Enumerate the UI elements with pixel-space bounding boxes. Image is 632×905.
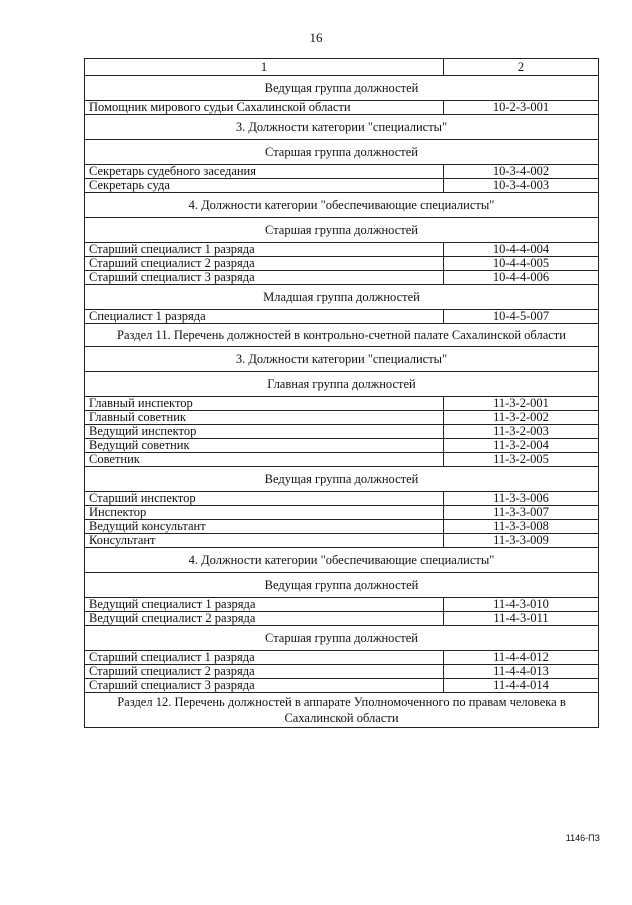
table-row xyxy=(85,534,599,548)
position-name: Старший специалист 3 разряда xyxy=(85,679,444,693)
table-row xyxy=(85,310,599,324)
position-name: Старший специалист 1 разряда xyxy=(85,243,444,257)
positions-table xyxy=(84,58,599,728)
table-row xyxy=(85,679,599,693)
section-heading xyxy=(85,693,599,728)
position-code: 11-4-4-014 xyxy=(444,679,599,693)
position-name: Старший специалист 2 разряда xyxy=(85,257,444,271)
header-col-2: 2 xyxy=(444,59,599,76)
position-name: Специалист 1 разряда xyxy=(85,310,444,324)
positions-table-body xyxy=(85,59,599,728)
group-heading: Главная группа должностей xyxy=(85,372,599,397)
group-heading: Старшая группа должностей xyxy=(85,218,599,243)
position-name: Ведущий специалист 2 разряда xyxy=(85,612,444,626)
position-code: 11-3-2-001 xyxy=(444,397,599,411)
position-name: Старший специалист 1 разряда xyxy=(85,651,444,665)
group-heading-row xyxy=(85,573,599,598)
position-code: 11-3-3-006 xyxy=(444,492,599,506)
section-heading: Раздел 11. Перечень должностей в контрольно-счетной палате Сахалинской области xyxy=(85,324,599,347)
section-heading-row xyxy=(85,693,599,728)
position-code: 11-4-4-013 xyxy=(444,665,599,679)
table-row xyxy=(85,612,599,626)
table-row xyxy=(85,271,599,285)
position-code: 10-2-3-001 xyxy=(444,101,599,115)
position-name: Ведущий инспектор xyxy=(85,425,444,439)
table-row xyxy=(85,425,599,439)
position-name: Старший инспектор xyxy=(85,492,444,506)
header-col-1: 1 xyxy=(85,59,444,76)
section-heading-line-1: Раздел 12. Перечень должностей в аппарате Уполномоченного по правам человека в xyxy=(117,695,566,709)
table-row xyxy=(85,165,599,179)
document-code: 1146-ПЗ xyxy=(565,833,600,843)
table-row xyxy=(85,506,599,520)
position-name: Главный инспектор xyxy=(85,397,444,411)
position-code: 11-4-4-012 xyxy=(444,651,599,665)
position-name: Ведущий консультант xyxy=(85,520,444,534)
position-name: Главный советник xyxy=(85,411,444,425)
table-row xyxy=(85,179,599,193)
group-heading: Ведущая группа должностей xyxy=(85,76,599,101)
group-heading-row xyxy=(85,467,599,492)
position-name: Помощник мирового судьи Сахалинской области xyxy=(85,101,444,115)
group-heading-row xyxy=(85,115,599,140)
position-code: 11-4-3-010 xyxy=(444,598,599,612)
group-heading-row xyxy=(85,347,599,372)
table-row xyxy=(85,397,599,411)
position-code: 10-4-4-006 xyxy=(444,271,599,285)
table-row xyxy=(85,492,599,506)
table-row xyxy=(85,101,599,115)
position-name: Ведущий специалист 1 разряда xyxy=(85,598,444,612)
group-heading: Ведущая группа должностей xyxy=(85,573,599,598)
position-name: Секретарь суда xyxy=(85,179,444,193)
table-row xyxy=(85,598,599,612)
group-heading-row xyxy=(85,140,599,165)
table-row xyxy=(85,439,599,453)
group-heading: Старшая группа должностей xyxy=(85,626,599,651)
group-heading-row xyxy=(85,76,599,101)
position-code: 11-3-3-009 xyxy=(444,534,599,548)
position-name: Консультант xyxy=(85,534,444,548)
position-code: 11-3-3-007 xyxy=(444,506,599,520)
table-header-row xyxy=(85,59,599,76)
group-heading-row xyxy=(85,193,599,218)
group-heading: Старшая группа должностей xyxy=(85,140,599,165)
table-row xyxy=(85,665,599,679)
table-row xyxy=(85,243,599,257)
table-row xyxy=(85,520,599,534)
group-heading-row xyxy=(85,626,599,651)
position-code: 11-3-2-004 xyxy=(444,439,599,453)
position-code: 10-3-4-002 xyxy=(444,165,599,179)
position-code: 10-3-4-003 xyxy=(444,179,599,193)
position-name: Старший специалист 3 разряда xyxy=(85,271,444,285)
group-heading: 4. Должности категории "обеспечивающие специалисты" xyxy=(85,193,599,218)
position-name: Старший специалист 2 разряда xyxy=(85,665,444,679)
position-code: 11-3-2-002 xyxy=(444,411,599,425)
table-row xyxy=(85,257,599,271)
position-name: Инспектор xyxy=(85,506,444,520)
position-code: 11-3-3-008 xyxy=(444,520,599,534)
position-name: Секретарь судебного заседания xyxy=(85,165,444,179)
table-row xyxy=(85,651,599,665)
group-heading-row xyxy=(85,218,599,243)
position-name: Советник xyxy=(85,453,444,467)
position-code: 11-4-3-011 xyxy=(444,612,599,626)
position-code: 11-3-2-003 xyxy=(444,425,599,439)
position-name: Ведущий советник xyxy=(85,439,444,453)
position-code: 10-4-4-005 xyxy=(444,257,599,271)
table-row xyxy=(85,453,599,467)
group-heading: Младшая группа должностей xyxy=(85,285,599,310)
group-heading: 3. Должности категории "специалисты" xyxy=(85,115,599,140)
group-heading: 4. Должности категории "обеспечивающие специалисты" xyxy=(85,548,599,573)
position-code: 10-4-5-007 xyxy=(444,310,599,324)
table-row xyxy=(85,411,599,425)
group-heading-row xyxy=(85,372,599,397)
group-heading-row xyxy=(85,548,599,573)
position-code: 10-4-4-004 xyxy=(444,243,599,257)
section-heading-line-2: Сахалинской области xyxy=(284,711,399,725)
section-heading-row xyxy=(85,324,599,347)
group-heading: Ведущая группа должностей xyxy=(85,467,599,492)
position-code: 11-3-2-005 xyxy=(444,453,599,467)
group-heading-row xyxy=(85,285,599,310)
group-heading: 3. Должности категории "специалисты" xyxy=(85,347,599,372)
page-number: 16 xyxy=(309,30,323,45)
